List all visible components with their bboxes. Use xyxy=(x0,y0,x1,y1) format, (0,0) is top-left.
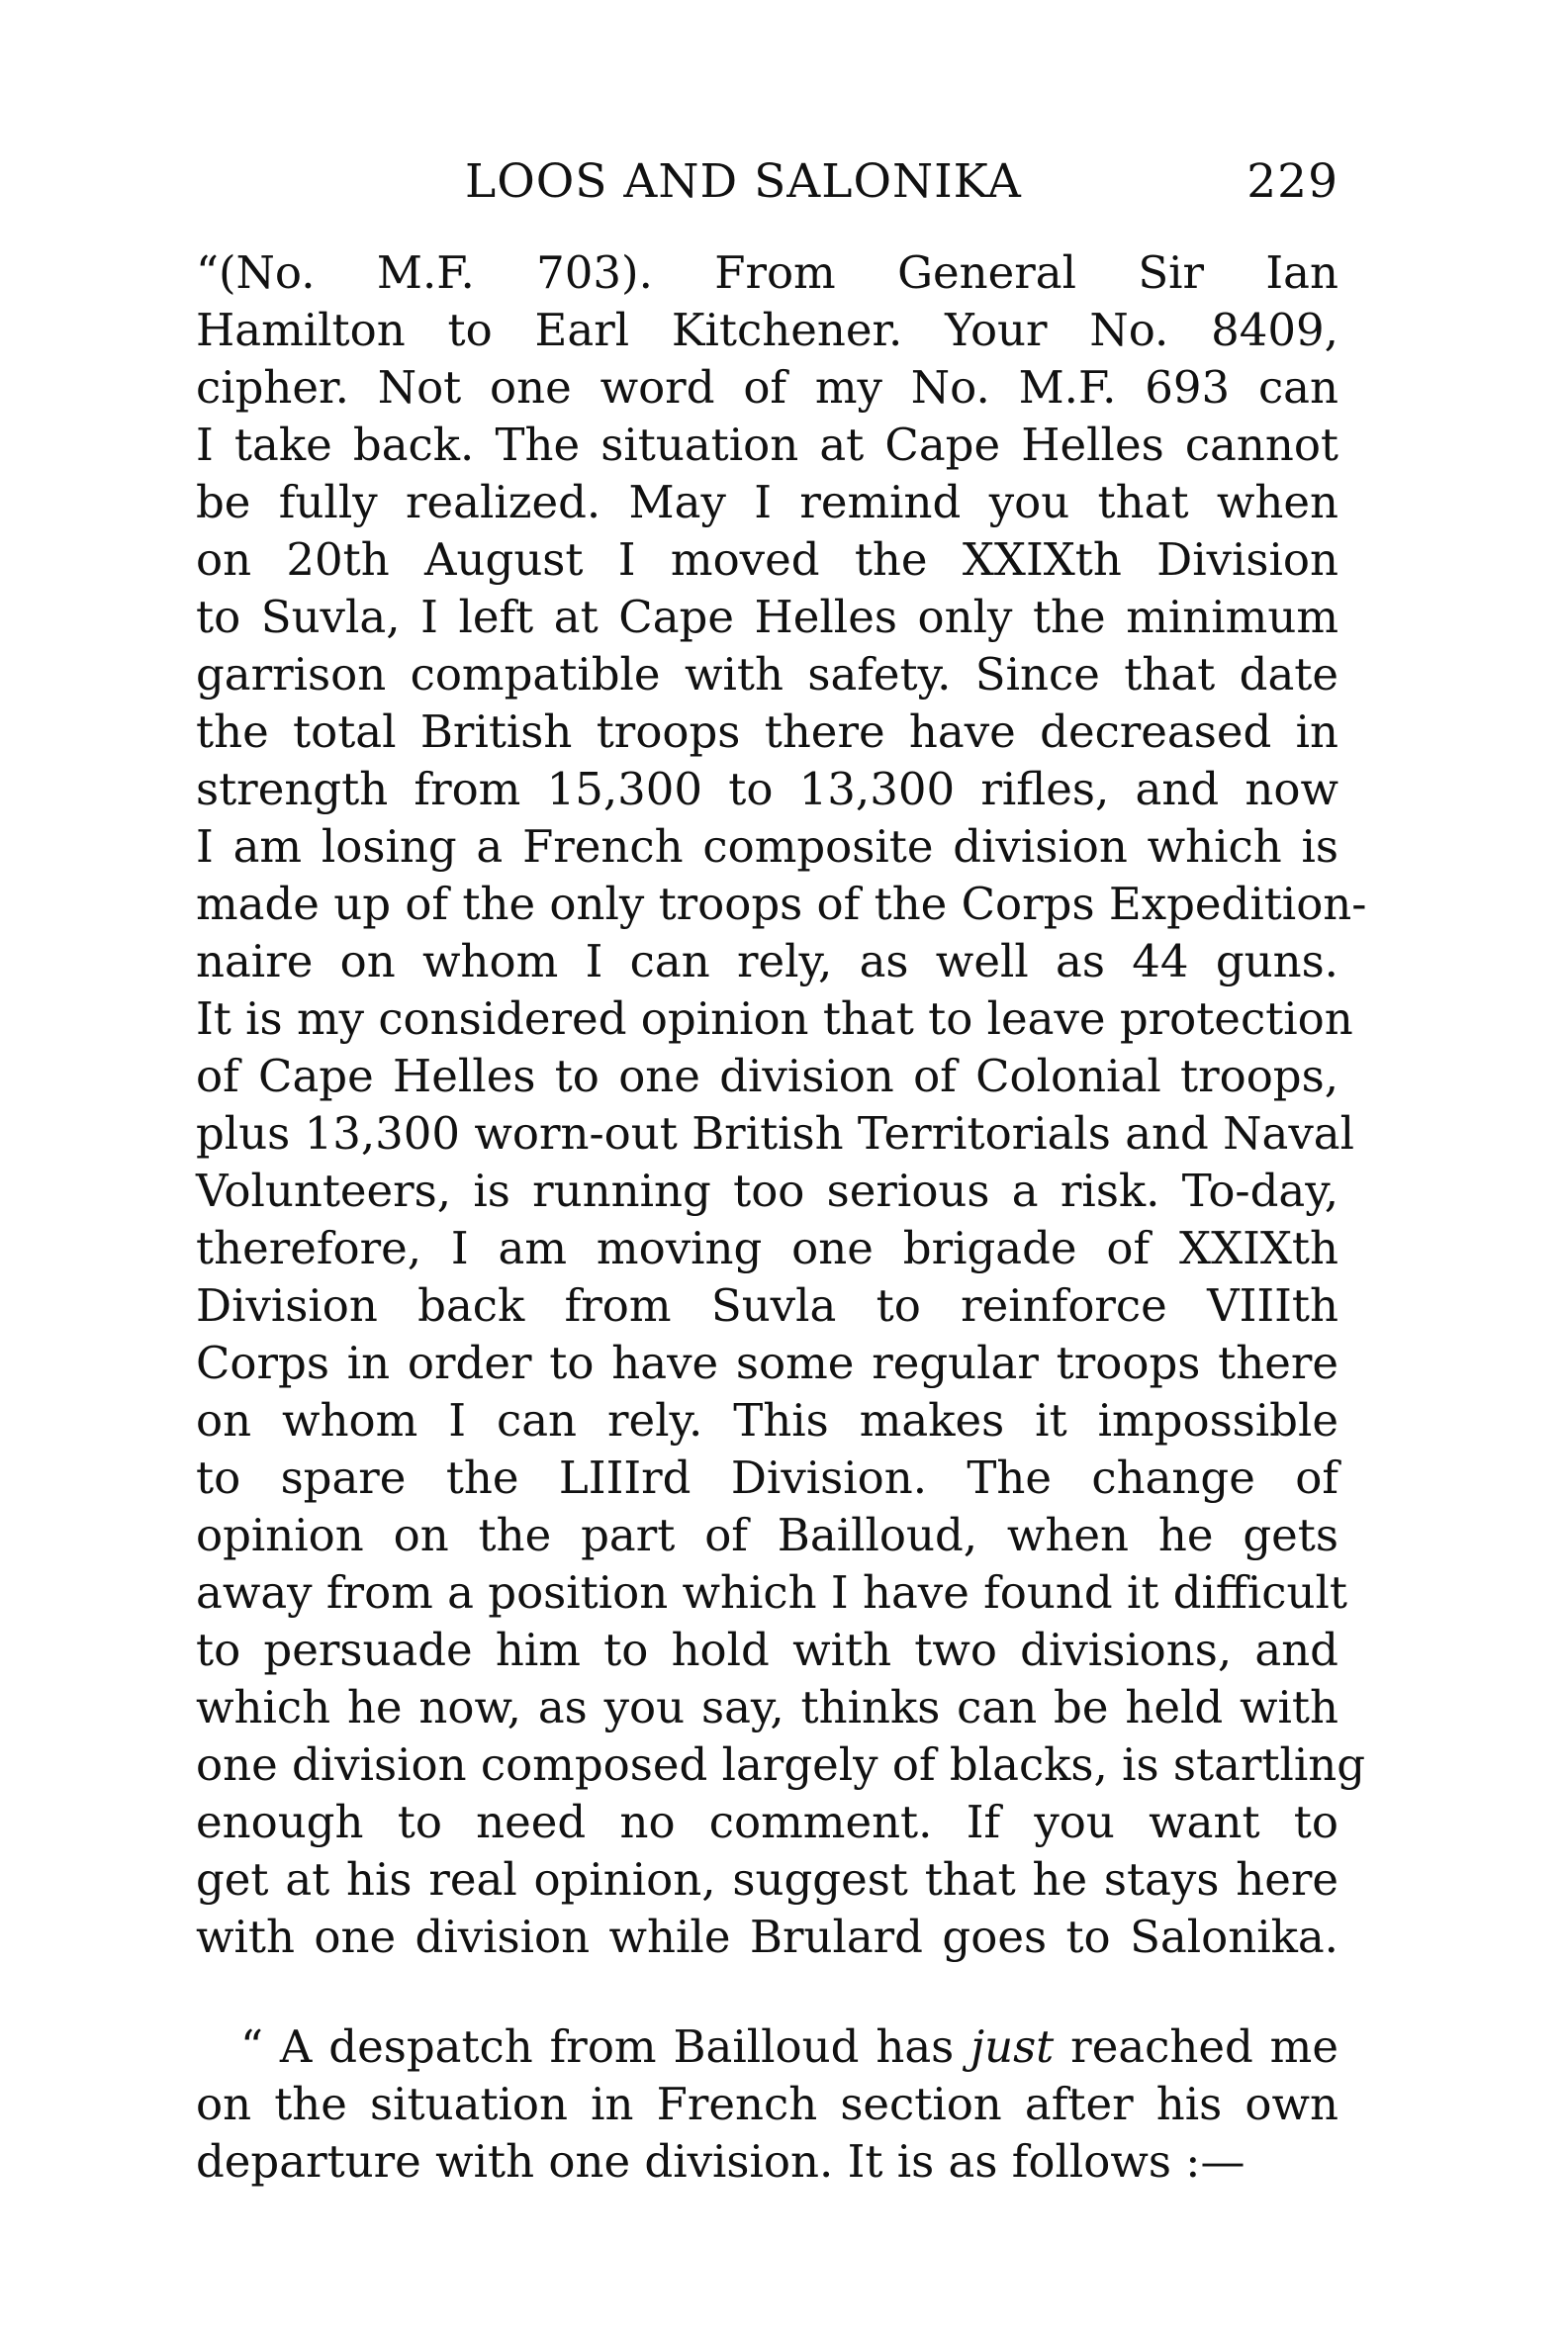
text-line: on the situation in French section after his own xyxy=(196,2078,1338,2130)
text-run: “ A despatch from Bailloud has xyxy=(240,2020,971,2073)
text-line: naire on whom I can rely, as well as 44 guns. xyxy=(196,935,1338,987)
text-line: Hamilton to Earl Kitchener. Your No. 8409, xyxy=(196,304,1338,356)
text-line: on 20th August I moved the XXIXth Division xyxy=(196,533,1338,586)
text-line: the total British troops there have decreased in xyxy=(196,705,1338,758)
text-line: to Suvla, I left at Cape Helles only the minimum xyxy=(196,591,1338,643)
text-line: therefore, I am moving one brigade of XXIXth xyxy=(196,1222,1338,1274)
text-line: which he now, as you say, thinks can be held with xyxy=(196,1681,1338,1733)
text-line: one division composed largely of blacks, is startling xyxy=(196,1738,1366,1791)
text-line: be fully realized. May I remind you that when xyxy=(196,476,1338,528)
text-line: cipher. Not one word of my No. M.F. 693 can xyxy=(196,361,1338,414)
text-line: It is my considered opinion that to leave protection xyxy=(196,992,1353,1045)
text-line xyxy=(240,2018,1338,2076)
text-line: get at his real opinion, suggest that he stays here xyxy=(196,1853,1338,1906)
text-line: “(No. M.F. 703). From General Sir Ian xyxy=(196,246,1338,299)
running-header xyxy=(196,146,1338,216)
text-line: of Cape Helles to one division of Colonial troops, xyxy=(196,1050,1338,1102)
text-line: Volunteers, is running too serious a risk. To-day, xyxy=(196,1165,1338,1217)
text-line: I am losing a French composite division which is xyxy=(196,820,1338,873)
text-line: strength from 15,300 to 13,300 rifles, and now xyxy=(196,763,1338,815)
text-line: Corps in order to have some regular troops there xyxy=(196,1337,1338,1389)
text-line: away from a position which I have found it difficult xyxy=(196,1566,1347,1619)
text-run: reached me xyxy=(1054,2020,1338,2073)
text-line: plus 13,300 worn-out British Territorials and Naval xyxy=(196,1107,1354,1160)
text-line: on whom I can rely. This makes it impossible xyxy=(196,1394,1338,1447)
text-line: Division back from Suvla to reinforce VIIIth xyxy=(196,1279,1338,1332)
page-number: 229 xyxy=(1246,154,1338,209)
text-line: to persuade him to hold with two divisions, and xyxy=(196,1624,1338,1676)
text-line: made up of the only troops of the Corps Expedition- xyxy=(196,878,1367,930)
text-line: with one division while Brulard goes to Salonika. xyxy=(196,1911,1338,1963)
running-title: LOOS AND SALONIKA xyxy=(465,154,1022,209)
text-line: opinion on the part of Bailloud, when he gets xyxy=(196,1509,1338,1561)
text-line: to spare the LIIIrd Division. The change of xyxy=(196,1451,1338,1504)
text-line: enough to need no comment. If you want to xyxy=(196,1796,1338,1848)
text-line: I take back. The situation at Cape Helles cannot xyxy=(196,419,1338,471)
text-line: departure with one division. It is as follows :— xyxy=(196,2135,1245,2188)
emphasis-text: just xyxy=(970,2020,1055,2073)
text-line: garrison compatible with safety. Since that date xyxy=(196,648,1338,701)
